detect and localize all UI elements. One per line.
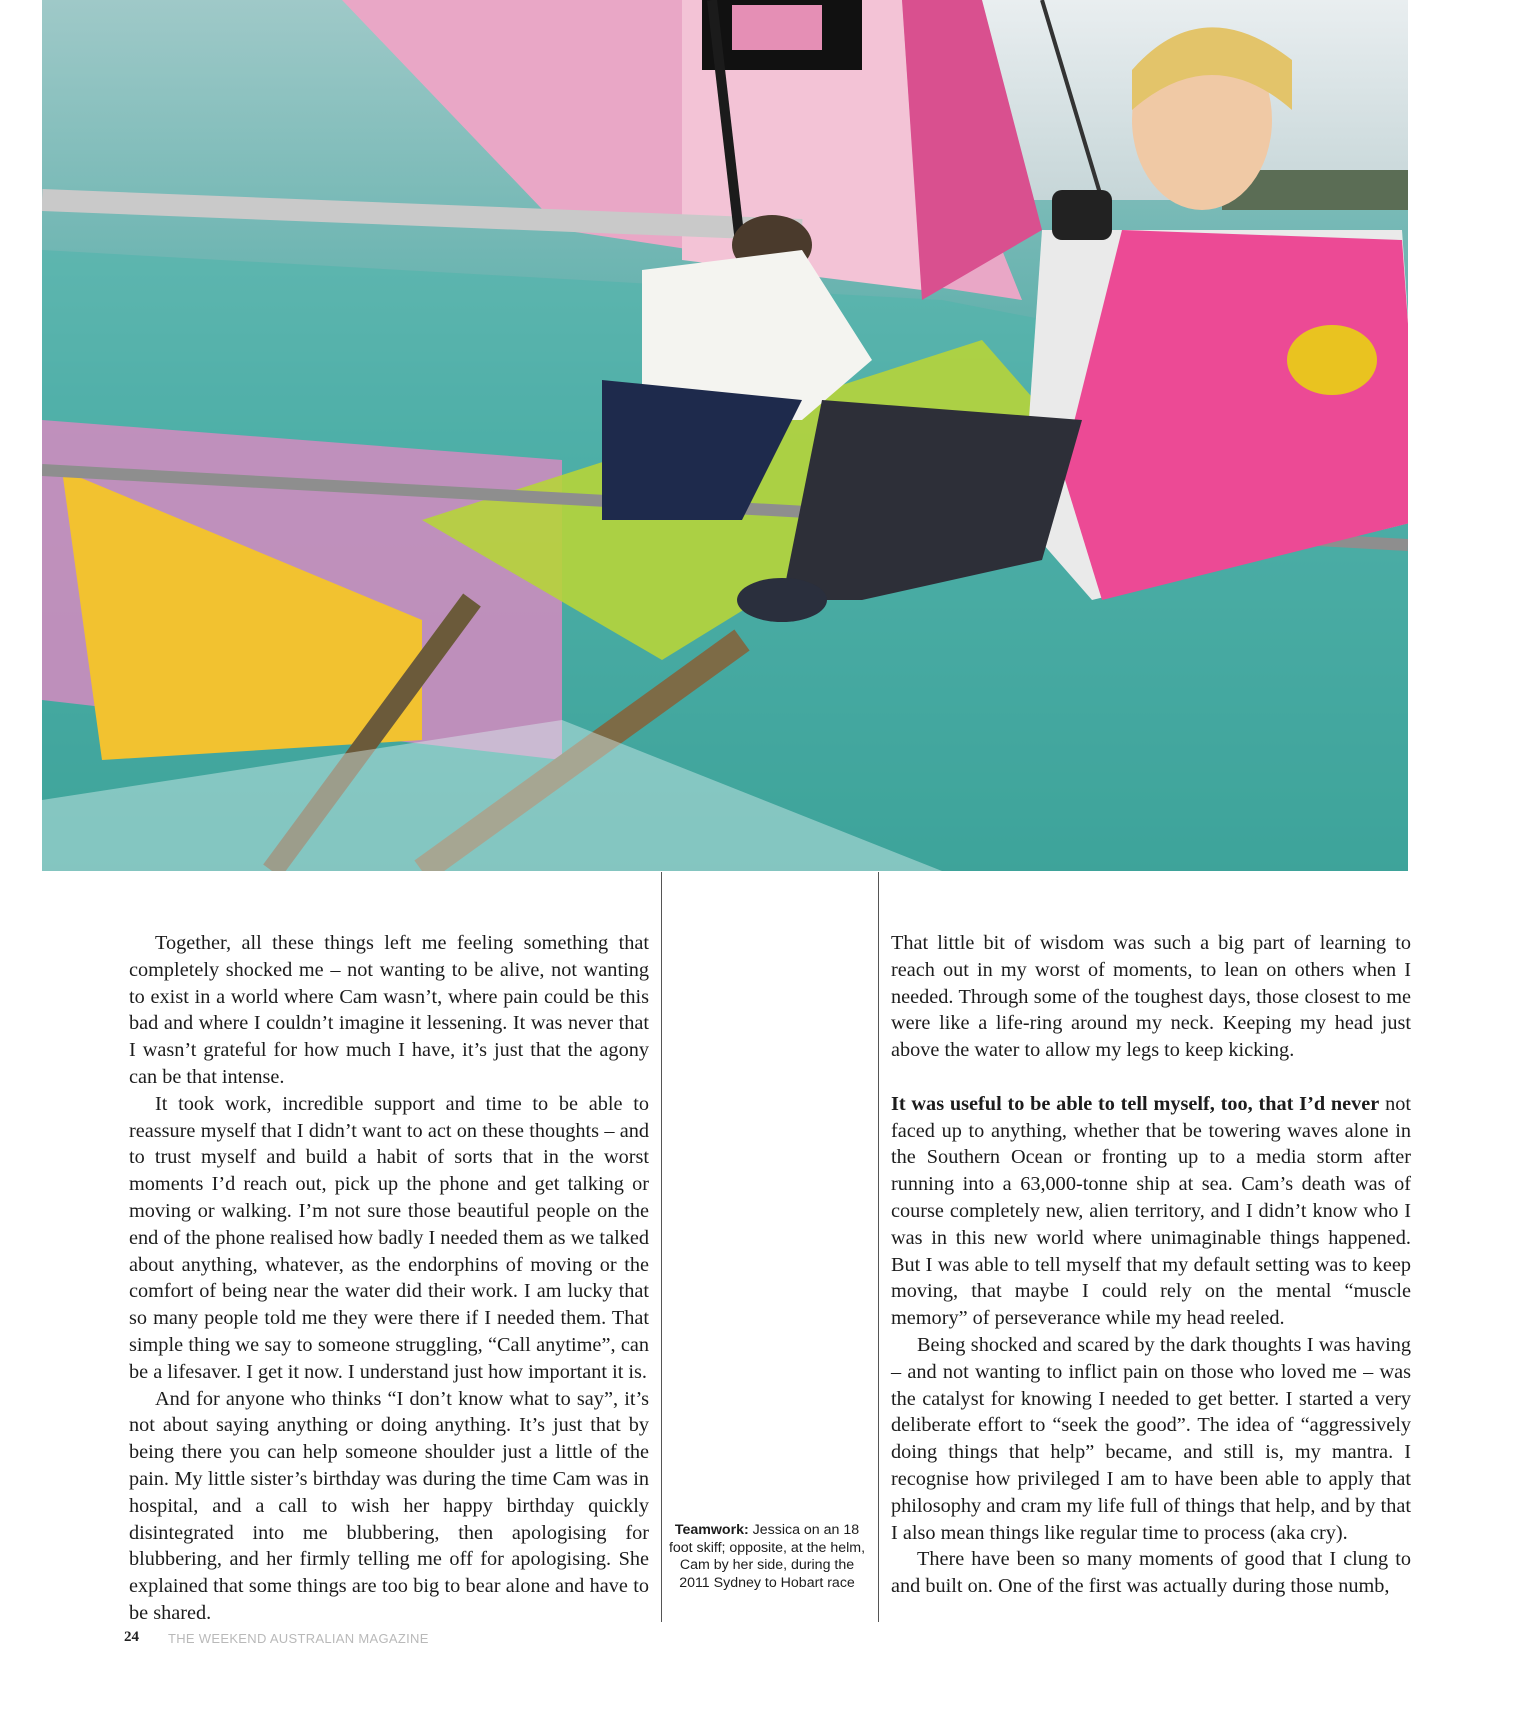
paragraph: There have been so many moments of good that I clung to and built on. One of the first was actually during those numb, xyxy=(891,1548,1411,1598)
left-column xyxy=(129,930,649,1627)
column-rule-right xyxy=(878,872,879,1622)
page-number: 24 xyxy=(124,1629,139,1645)
sailing-photo xyxy=(42,0,1408,871)
caption-text: Jessica on an 18 foot skiff; opposite, at the helm, Cam by her side, during the 2011 Sydney to Hobart race xyxy=(668,1522,866,1591)
paragraph-lead: It was useful to be able to tell myself, too, that I’d never xyxy=(891,1092,1380,1115)
photo-caption xyxy=(664,1522,870,1592)
doyle-logo xyxy=(1287,325,1377,395)
paragraph xyxy=(891,1091,1411,1332)
caption-label: Teamwork: xyxy=(674,1522,749,1538)
sail-number-patch xyxy=(732,5,822,50)
paragraph: Together, all these things left me feeling something that completely shocked me – not wanting to be alive, not wanting to exist in a world where Cam wasn’t, where pain could be this bad and where I couldn’t imagine it lessening. It was never that I wasn’t grateful for how much I have, it’s just that the agony can be that intense. xyxy=(129,932,649,1088)
right-column xyxy=(891,930,1411,1600)
paragraph: And for anyone who thinks “I don’t know what to say”, it’s not about saying anything or doing anything. It’s just that by being there you can help someone shoulder just a little of the pain. My little sister’s birthday was during the time Cam was in hospital, and a call to wish her happy birthday quickly disintegrated into me blubbering, then apologising for blubbering, and her firmly telling me off for apologising. She explained that some things are too big to bear alone and have to be shared. xyxy=(129,1387,649,1624)
paragraph-text: not faced up to anything, whether that be towering waves alone in the Southern Ocean or fronting up to a media storm after running into a 63,000-tonne ship at sea. Cam’s death was of course completely new, alien territory, and I didn’t know who I was in this new world where unimaginable things happened. But I was able to tell myself that my default setting was to keep moving, that maybe I could rely on the mental “muscle memory” of perseverance while my head reeled. xyxy=(891,1092,1411,1330)
paragraph: It took work, incredible support and time to be able to reassure myself that I didn’t want to act on these thoughts – and to trust myself and build a habit of sorts that in the worst moments I’d reach out, pick up the phone and get talking or moving or walking. I’m not sure those beautiful people on the end of the phone realised how badly I needed them as we talked about anything, whatever, as the endorphins of moving or the comfort of being near the water did their work. I am lucky that so many people told me they were there if I needed them. That simple thing we say to someone struggling, “Call anytime”, can be a lifesaver. I get it now. I understand just how important it is. xyxy=(129,1092,649,1383)
skiff-illustration xyxy=(42,0,1408,871)
publication-name: THE WEEKEND AUSTRALIAN MAGAZINE xyxy=(168,1631,429,1646)
paragraph: Being shocked and scared by the dark thoughts I was having – and not wanting to inflict pain on those who loved me – was the catalyst for knowing I needed to get better. I started a very deliberate effort to “seek the good”. The idea of “aggressively doing things that help” became, and still is, my mantra. I recognise how privileged I am to have been able to apply that philosophy and cram my life full of things that help, and by that I also mean things like regular time to process (aka cry). xyxy=(891,1333,1411,1544)
column-rule-left xyxy=(661,872,662,1622)
paragraph: That little bit of wisdom was such a big part of learning to reach out in my worst of moments, to lean on others when I needed. Through some of the toughest days, those closest to me were like a life-ring around my neck. Keeping my head just above the water to allow my legs to keep kicking. xyxy=(891,932,1411,1062)
